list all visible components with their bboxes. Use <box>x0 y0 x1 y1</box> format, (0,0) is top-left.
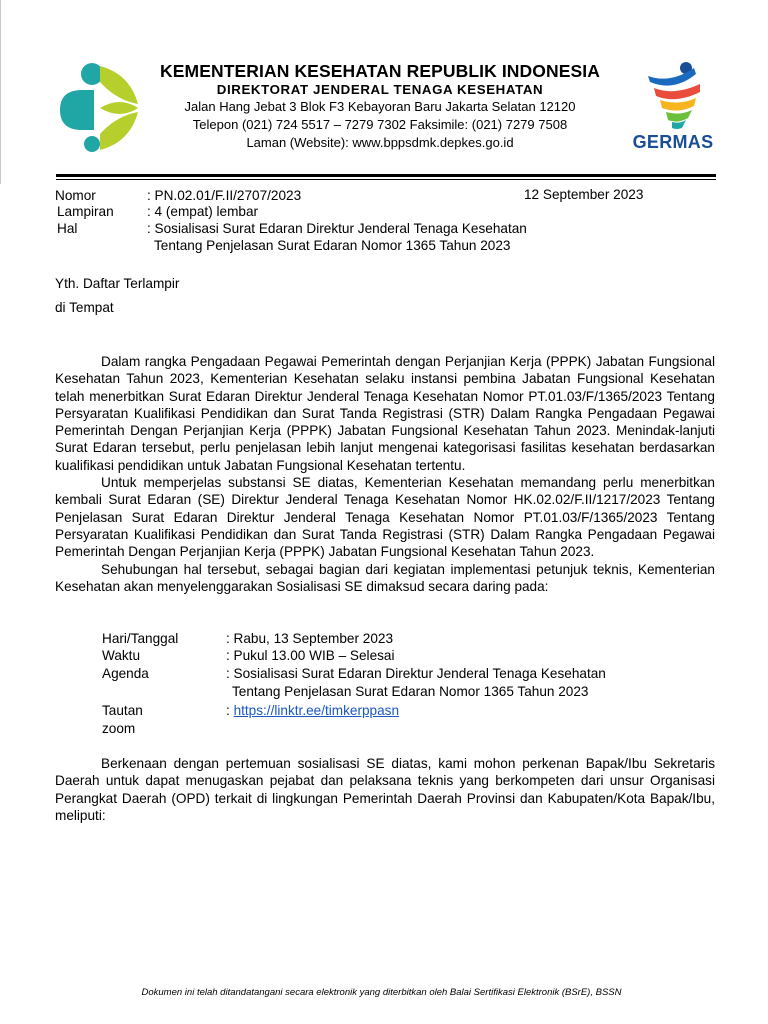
directorate-name: DIREKTORAT JENDERAL TENAGA KESEHATAN <box>216 82 544 97</box>
letterhead-rule-thin <box>56 179 716 180</box>
hal-value-line2: Tentang Penjelasan Surat Edaran Nomor 1365 Tahun 2023 <box>154 238 511 253</box>
day-value: : Rabu, 13 September 2023 <box>226 631 394 646</box>
link-value <box>226 702 399 719</box>
germas-logo <box>630 58 716 154</box>
nomor-value: : PN.02.01/F.II/2707/2023 <box>147 188 302 203</box>
link-label-zoom: zoom <box>102 721 136 736</box>
germas-label: GERMAS <box>632 132 714 152</box>
day-label: Hari/Tanggal <box>102 631 179 646</box>
body-block-1 <box>55 353 715 595</box>
esign-footer: Dokumen ini telah ditandatangani secara elektronik yang diterbitkan oleh Balai Sertifikasi Elektronik (BSrE), BSSN <box>141 987 622 998</box>
letterhead <box>140 60 620 152</box>
agenda-value-line2: Tentang Penjelasan Surat Edaran Nomor 1365 Tahun 2023 <box>232 684 589 699</box>
address-line: Jalan Hang Jebat 3 Blok F3 Kebayoran Baru Jakarta Selatan 12120 <box>184 99 576 114</box>
letter-date: 12 September 2023 <box>524 187 644 202</box>
link-label: Tautan <box>102 703 143 718</box>
phone-line: Telepon (021) 724 5517 – 7279 7302 Faksimile: (021) 7279 7508 <box>192 117 568 132</box>
germas-figure-icon <box>630 58 716 130</box>
lampiran-value: : 4 (empat) lembar <box>147 204 259 219</box>
body-paragraph-4: Berkenaan dengan pertemuan sosialisasi SE diatas, kami mohon perkenan Bapak/Ibu Sekretaris Daerah untuk dapat menugaskan pejabat dan pelaksana teknis yang berkompeten dari unsur Organisasi Perangkat Daerah (OPD) terkait di lingkungan Pemerintah Daerah Provinsi dan Kabupaten/Kota Bapak/Ibu, meliputi: <box>55 756 715 823</box>
hal-label: Hal <box>57 221 78 236</box>
nomor-label: Nomor <box>55 188 96 203</box>
recipient-line1: Yth. Daftar Terlampir <box>55 276 180 291</box>
body-paragraph-1: Dalam rangka Pengadaan Pegawai Pemerintah dengan Perjanjian Kerja (PPPK) Jabatan Fungsional Kesehatan Tahun 2023, Kementerian Kesehatan selaku instansi pembina Jabatan Fungsional Kesehatan telah menerbitkan Surat Edaran Direktur Jenderal Tenaga Kesehatan Nomor PT.01.03/F/1365/2023 Tentang Persyaratan Kualifikasi Pendidikan dan Surat Tanda Registrasi (STR) Dalam Rangka Pengadaan Pegawai Pemerintah Dengan Perjanjian Kerja (PPPK) Jabatan Fungsional Kesehatan Tahun 2023. Menindak-lanjuti Surat Edaran tersebut, perlu penjelasan lebih lanjut mengenai kategorisasi fasilitas kesehatan berdasarkan kualifikasi pendidikan untuk Jabatan Fungsional Kesehatan tertentu. <box>55 354 715 473</box>
agenda-label: Agenda <box>102 666 149 681</box>
lampiran-label: Lampiran <box>57 204 114 219</box>
ministry-name: KEMENTERIAN KESEHATAN REPUBLIK INDONESIA <box>160 61 600 81</box>
website-line: Laman (Website): www.bppsdmk.depkes.go.id <box>246 135 514 150</box>
time-value: : Pukul 13.00 WIB – Selesai <box>226 648 395 663</box>
body-block-2 <box>55 755 715 824</box>
hal-value-line1: : Sosialisasi Surat Edaran Direktur Jenderal Tenaga Kesehatan <box>147 221 527 236</box>
letterhead-rule-thick <box>56 174 716 177</box>
page-edge-line <box>0 0 1 184</box>
recipient-line2: di Tempat <box>55 300 114 315</box>
link-colon: : <box>226 703 230 718</box>
body-paragraph-3: Sehubungan hal tersebut, sebagai bagian dari kegiatan implementasi petunjuk teknis, Kementerian Kesehatan akan menyelenggarakan Sosialisasi SE dimaksud secara daring pada: <box>55 561 715 594</box>
body-paragraph-2: Untuk memperjelas substansi SE diatas, Kementerian Kesehatan memandang perlu menerbitkan kembali Surat Edaran (SE) Direktur Jenderal Tenaga Kesehatan Nomor HK.02.02/F.II/1217/2023 Tentang Penjelasan Surat Edaran Direktur Jenderal Tenaga Kesehatan Nomor PT.01.03/F/1365/2023 Tentang Persyaratan Kualifikasi Pendidikan dan Surat Tanda Registrasi (STR) Dalam Rangka Pengadaan Pegawai Pemerintah Dengan Perjanjian Kerja (PPPK) Jabatan Fungsional Kesehatan Tahun 2023. <box>55 475 715 560</box>
time-label: Waktu <box>102 648 141 663</box>
kemenkes-logo <box>54 60 140 152</box>
agenda-value-line1: : Sosialisasi Surat Edaran Direktur Jenderal Tenaga Kesehatan <box>226 666 606 681</box>
zoom-link[interactable]: https://linktr.ee/timkerppasn <box>233 703 400 718</box>
